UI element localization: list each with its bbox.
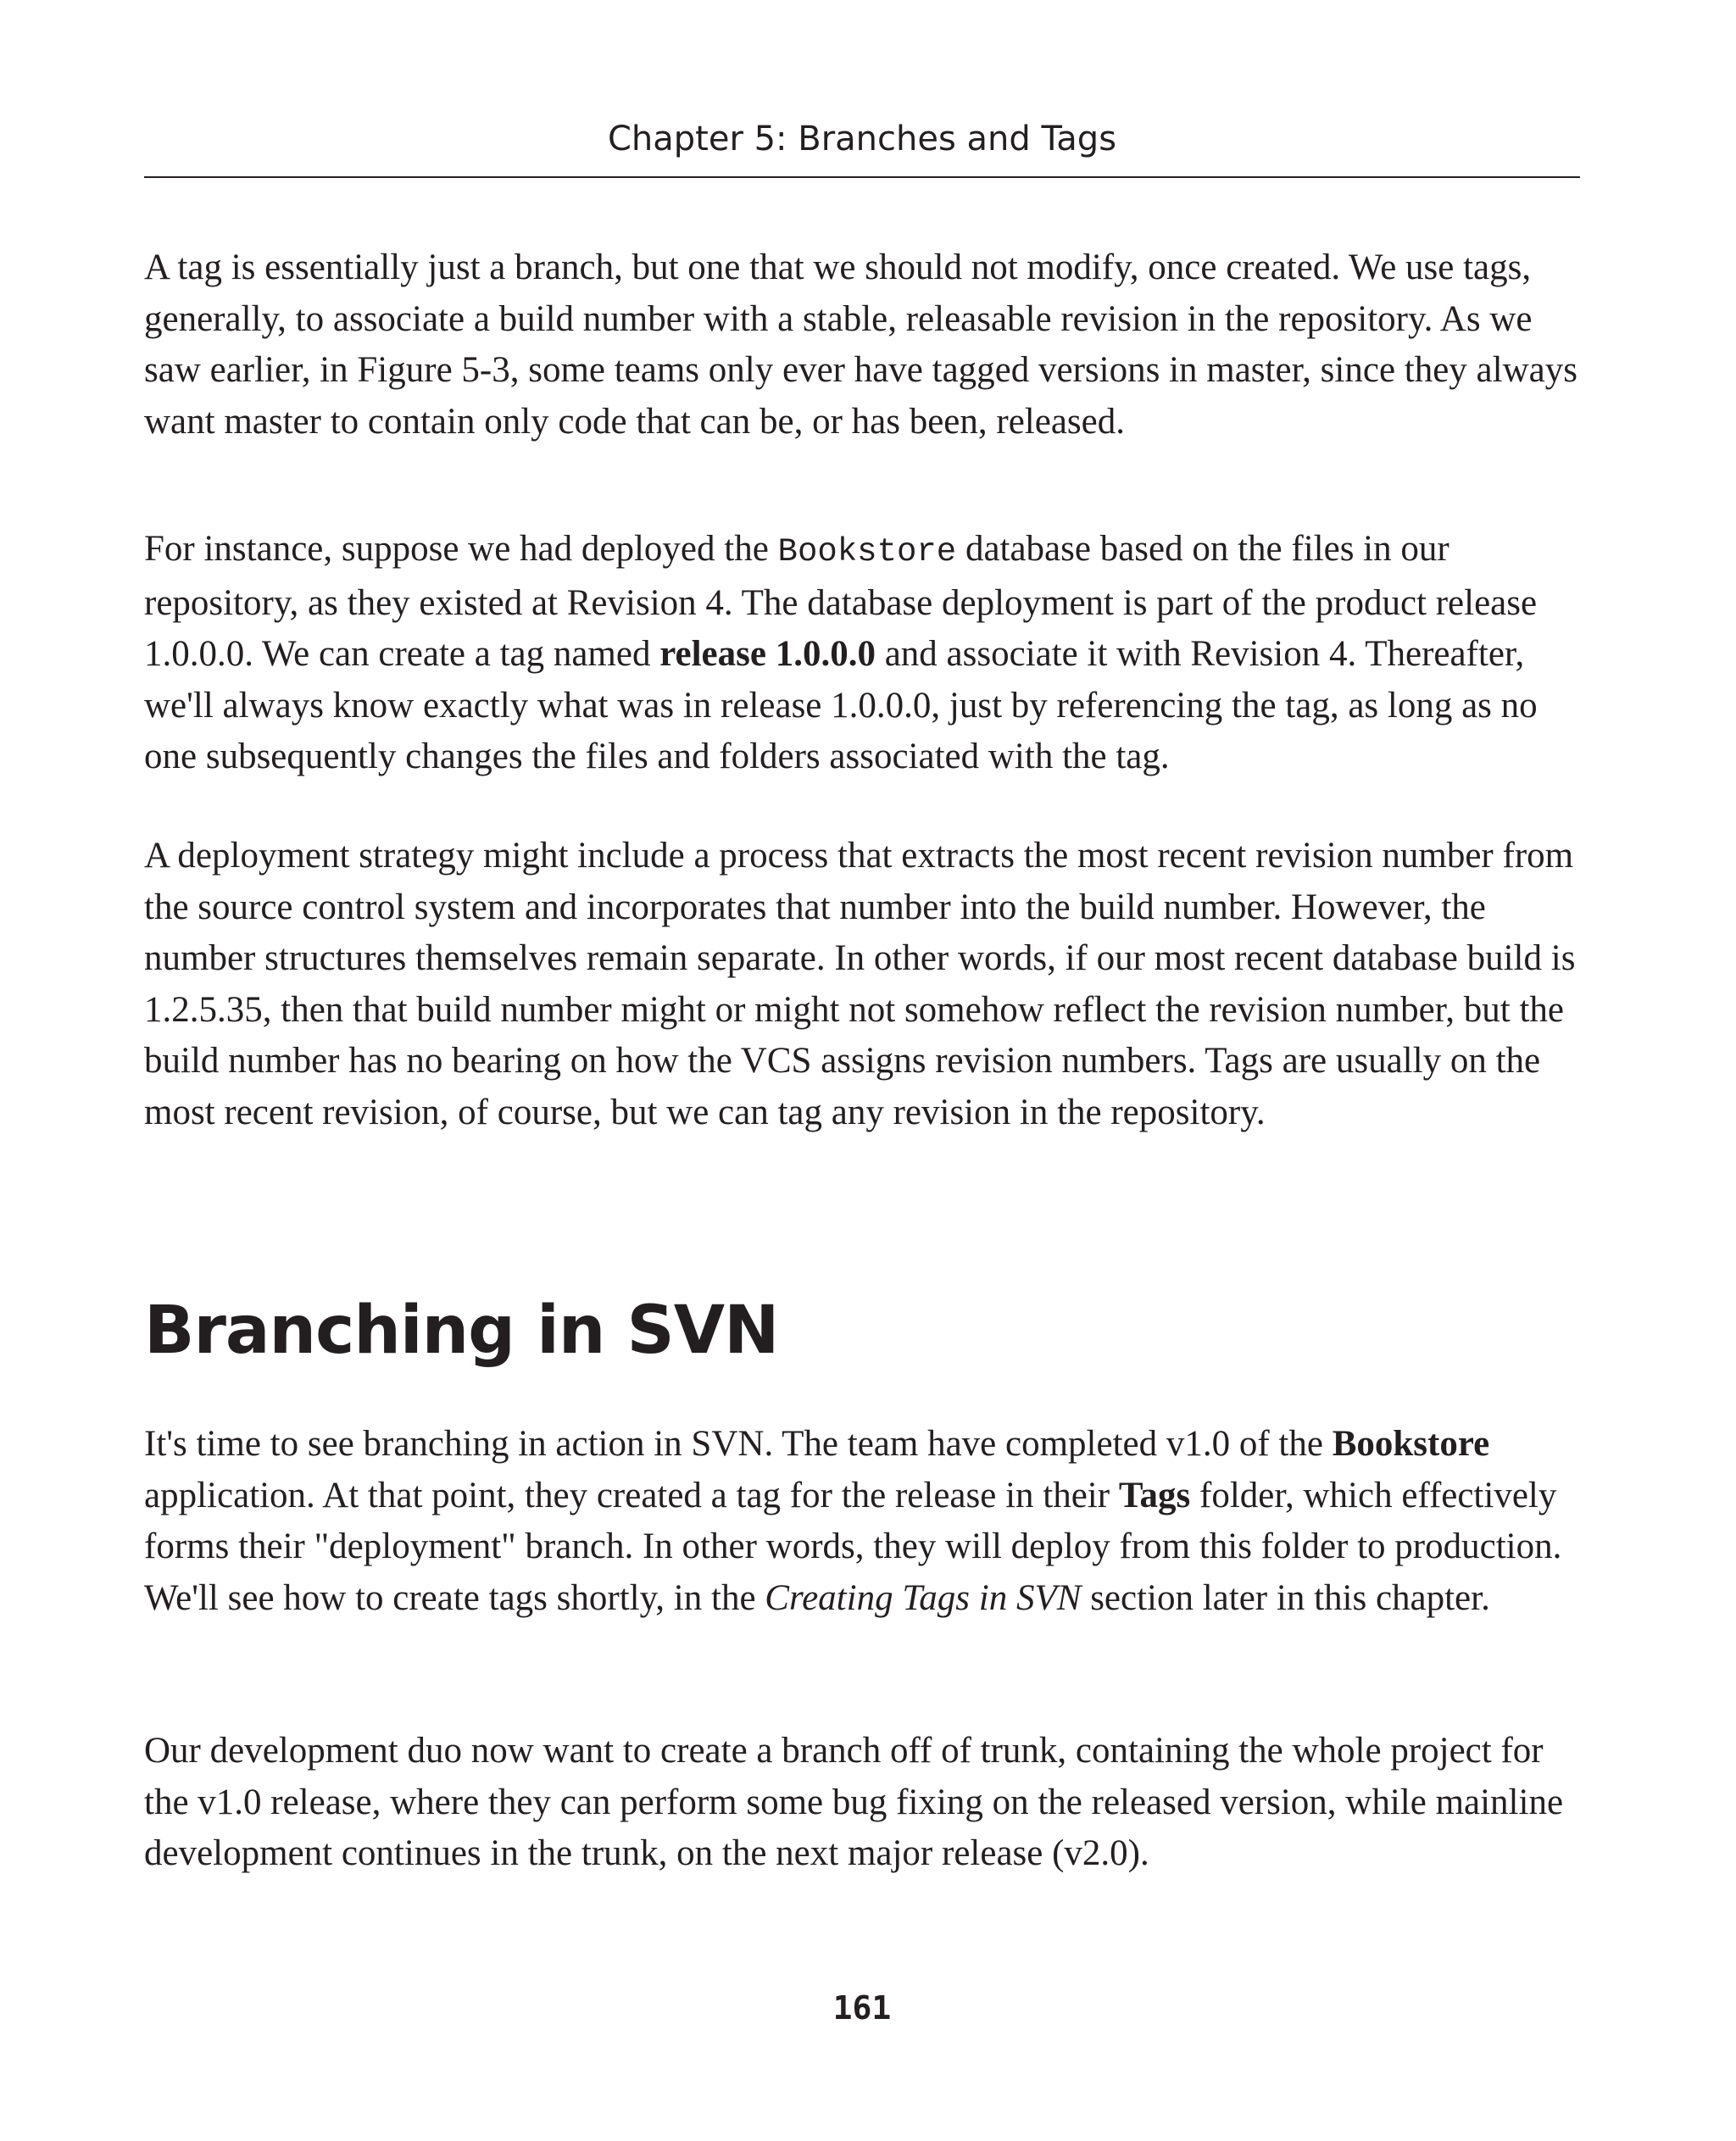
text-run: section later in this chapter. [1081,1577,1490,1618]
running-head: Chapter 5: Branches and Tags [607,120,1117,158]
bold-release-name: release 1.0.0.0 [659,634,876,674]
text-run: and associate it with Revision 4. Thereafter, we'll always know exactly what was in release 1.0.0.0, just by referencing the tag, as long as no one subsequently changes the files and folders associated with the tag. [144,634,1538,776]
paragraph-tag-example [144,524,1580,783]
page-number: 161 [832,1989,892,2027]
text-run: folder, which effectively forms their "deployment" branch. In other words, they will deploy from this folder to production. We'll see how to create tags shortly, in the [144,1475,1562,1618]
inline-code-bookstore: Bookstore [777,533,957,570]
paragraph-deployment-strategy: A deployment strategy might include a process that extracts the most recent revision number from the source control system and incorporates that number into the build number. However, the number structures themselves remain separate. In other words, if our most recent database build is 1.2.5.35, then that build number might or might not somehow reflect the revision number, but the build number has no bearing on how the VCS assigns revision numbers. Tags are usually on the most recent revision, of course, but we can tag any revision in the repository. [144,836,1576,1132]
text-run: application. At that point, they created a tag for the release in their [144,1475,1119,1515]
paragraph-tag-definition: A tag is essentially just a branch, but one that we should not modify, once created. We use tags, generally, to associate a build number with a stable, releasable revision in the repository. As we saw earlier, in Figure 5-3, some teams only ever have tagged versions in master, since they always want master to contain only code that can be, or has been, released. [144,247,1577,442]
bold-tags: Tags [1118,1475,1191,1515]
text-run: For instance, suppose we had deployed the [144,529,778,569]
text-run: It's time to see branching in action in SVN. The team have completed v1.0 of the [144,1424,1333,1464]
section-heading: Branching in SVN [144,1293,779,1369]
paragraph-branching-action [144,1419,1580,1624]
bold-bookstore: Bookstore [1332,1424,1490,1464]
italic-section-reference: Creating Tags in SVN [765,1577,1082,1618]
text-run: database based on the files in our repository, as they existed at Revision 4. The database deployment is part of the product release 1.0.0.0. We can create a tag named [144,529,1538,674]
paragraph-development-duo: Our development duo now want to create a branch off of trunk, containing the whole project for the v1.0 release, where they can perform some bug fixing on the released version, while mainline development continues in the trunk, on the next major release (v2.0). [144,1731,1564,1873]
header-rule [144,176,1580,178]
